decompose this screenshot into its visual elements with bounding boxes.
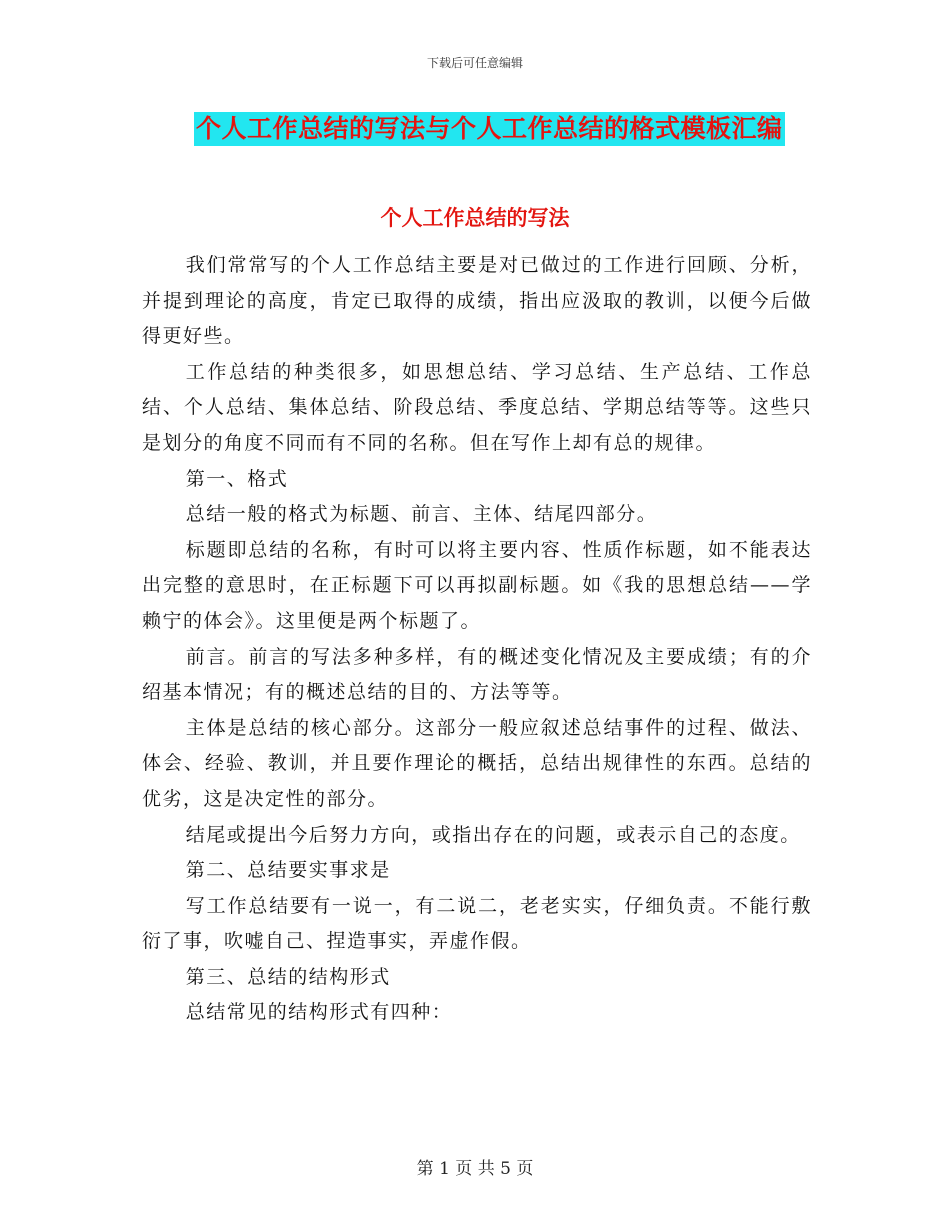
main-title: 个人工作总结的写法与个人工作总结的格式模板汇编 — [194, 112, 785, 146]
paragraph-heading: 第二、总结要实事求是 — [185, 859, 391, 882]
paragraph-heading: 第三、总结的结构形式 — [185, 965, 391, 988]
paragraph: 前言。前言的写法多种多样，有的概述变化情况及主要成绩；有的介绍基本情况；有的概述总结的目的、方法等等。 — [142, 645, 812, 704]
paragraph: 我们常常写的个人工作总结主要是对已做过的工作进行回顾、分析，并提到理论的高度，肯定已取得的成绩，指出应汲取的教训，以便今后做得更好些。 — [142, 254, 812, 348]
page-footer: 第 1 页 共 5 页 — [416, 1159, 534, 1179]
header-note: 下载后可任意编辑 — [426, 56, 523, 70]
paragraph: 工作总结的种类很多，如思想总结、学习总结、生产总结、工作总结、个人总结、集体总结、阶段总结、季度总结、学期总结等等。这些只是划分的角度不同而有不同的名称。但在写作上却有总的规律。 — [142, 360, 812, 454]
paragraph: 写工作总结要有一说一，有二说二，老老实实，仔细负责。不能行敷衍了事，吹嘘自己、捏造事实，弄虚作假。 — [142, 894, 812, 953]
paragraph: 标题即总结的名称，有时可以将主要内容、性质作标题，如不能表达出完整的意思时，在正标题下可以再拟副标题。如《我的思想总结——学赖宁的体会》。这里便是两个标题了。 — [142, 538, 812, 632]
paragraph: 结尾或提出今后努力方向，或指出存在的问题，或表示自己的态度。 — [185, 823, 801, 846]
section-title: 个人工作总结的写法 — [380, 205, 570, 230]
paragraph: 总结一般的格式为标题、前言、主体、结尾四部分。 — [185, 503, 658, 526]
paragraph-heading: 第一、格式 — [185, 467, 289, 490]
paragraph: 主体是总结的核心部分。这部分一般应叙述总结事件的过程、做法、体会、经验、教训，并且要作理论的概括，总结出规律性的东西。总结的优劣，这是决定性的部分。 — [142, 716, 812, 810]
paragraph: 总结常见的结构形式有四种： — [185, 1001, 453, 1024]
document-body — [142, 248, 812, 1031]
